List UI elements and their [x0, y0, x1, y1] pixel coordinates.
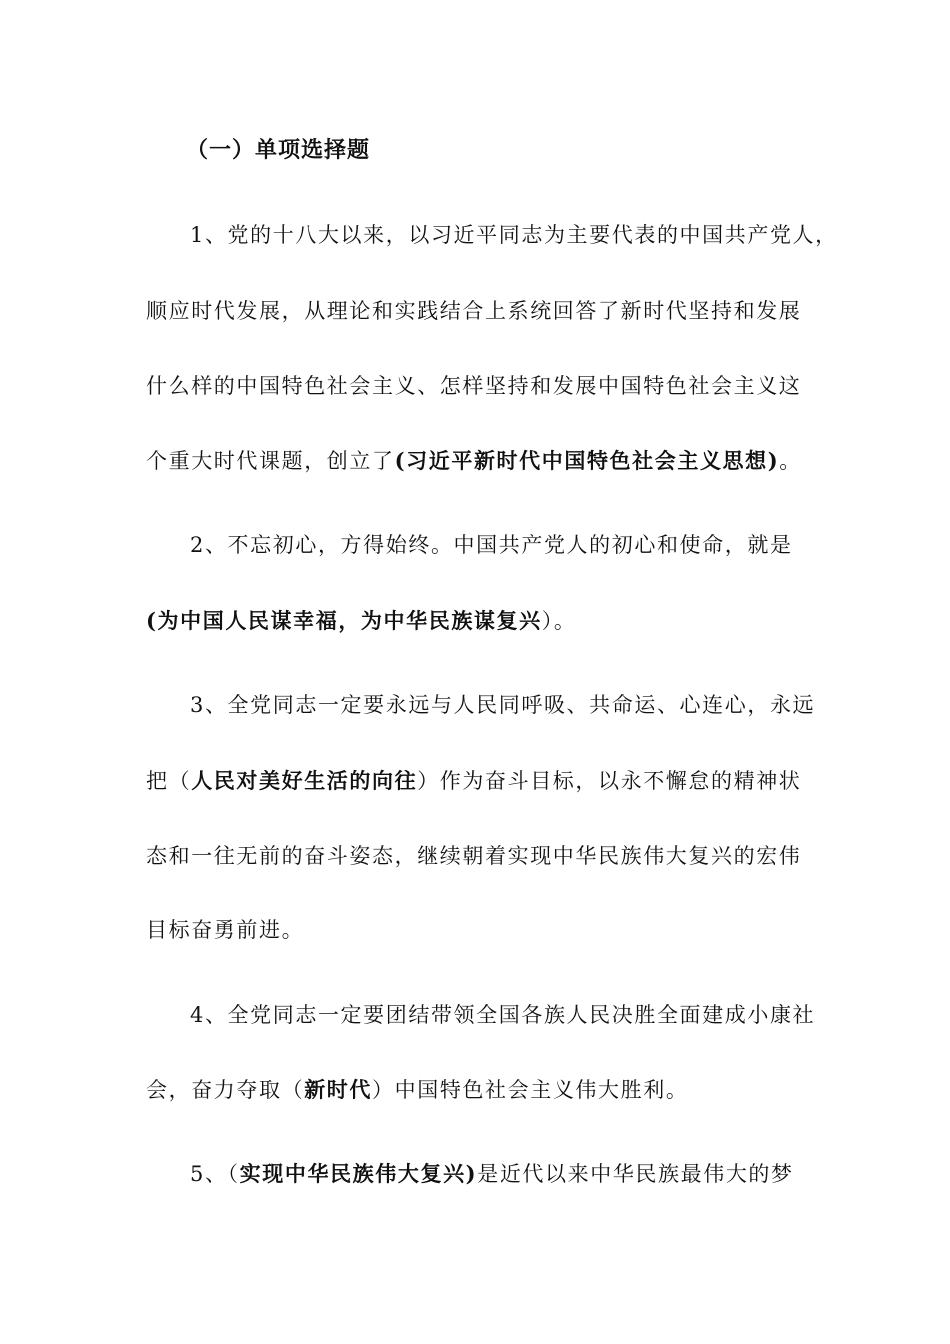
text-run: ）中国特色社会主义伟大胜利。: [372, 1078, 689, 1102]
answer-text: (为中国人民谋幸福，为中华民族谋复兴: [146, 608, 542, 633]
text-run: 把（: [146, 769, 192, 793]
question-1-line-2: [146, 294, 801, 328]
question-1-line-3: [146, 369, 801, 403]
answer-text: 新时代: [304, 1077, 373, 1102]
question-4-line-1: [190, 998, 815, 1032]
question-3-line-3: [146, 839, 801, 873]
text-run: 会，奋力夺取（: [146, 1078, 305, 1102]
section-heading: （一）单项选择题: [186, 137, 371, 163]
question-3-line-1: [190, 688, 815, 722]
question-4-line-2: [146, 1073, 688, 1107]
text-run: 1、党的十八大以来，以习近平同志为主要代表的中国共产党人，: [190, 223, 838, 247]
text-run: ）。: [541, 609, 577, 633]
answer-text: (习近平新时代中国特色社会主义思想): [394, 448, 780, 473]
question-2-line-1: [190, 528, 793, 562]
text-run: 什么样的中国特色社会主义、怎样坚持和发展中国特色社会主义这: [146, 374, 802, 398]
text-run: 是近代以来中华民族最伟大的梦: [477, 1162, 794, 1186]
text-run: 4、全党同志一定要团结带领全国各族人民决胜全面建成小康社: [190, 1003, 816, 1027]
question-3-line-4: [146, 913, 304, 947]
text-run: 个重大时代课题，创立了: [146, 449, 395, 473]
question-2-line-2: [146, 604, 576, 638]
text-run: 3、全党同志一定要永远与人民同呼吸、共命运、心连心，永远: [190, 693, 816, 717]
text-run: 态和一往无前的奋斗姿态，继续朝着实现中华民族伟大复兴的宏伟: [146, 844, 802, 868]
question-5-line-1: [190, 1157, 794, 1191]
text-run: 5、（: [190, 1162, 240, 1186]
answer-text: 实现中华民族伟大复兴): [239, 1161, 478, 1186]
text-run: 2、不忘初心，方得始终。中国共产党人的初心和使命，就是: [190, 533, 793, 557]
text-run: 目标奋勇前进。: [146, 918, 305, 942]
answer-text: 人民对美好生活的向往: [191, 768, 418, 793]
question-3-line-2: [146, 764, 801, 798]
text-run: ）作为奋斗目标，以永不懈怠的精神状: [417, 769, 802, 793]
question-1-line-4: [146, 444, 802, 478]
text-run: 顺应时代发展，从理论和实践结合上系统回答了新时代坚持和发展: [146, 299, 802, 323]
question-1-line-1: [190, 218, 838, 252]
text-run: 。: [779, 449, 802, 473]
